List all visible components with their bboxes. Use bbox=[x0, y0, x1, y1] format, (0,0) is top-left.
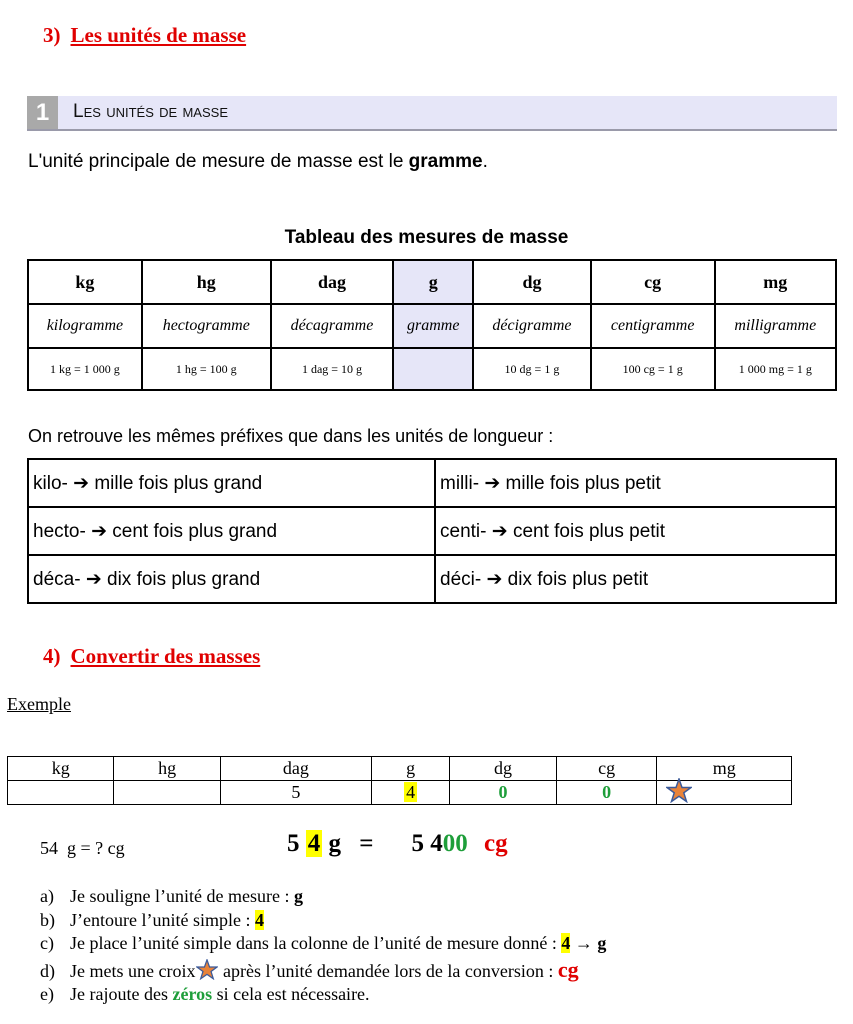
equivalence-cell: 1 000 mg = 1 g bbox=[715, 348, 836, 390]
arrow-icon: → bbox=[574, 933, 593, 953]
step-letter: d) bbox=[40, 960, 55, 981]
name-cell: kilogramme bbox=[28, 304, 142, 348]
conversion-header-cell: dg bbox=[450, 757, 556, 781]
mass-table bbox=[27, 259, 837, 391]
step-unit-red: cg bbox=[557, 956, 579, 982]
example-equation bbox=[287, 830, 508, 858]
equivalences-row bbox=[28, 348, 836, 390]
prefix-cell-left bbox=[28, 555, 435, 603]
conversion-value-cell: 5 bbox=[220, 781, 371, 805]
equation-result-unit: cg bbox=[484, 830, 508, 857]
unit-cell: mg bbox=[715, 260, 836, 304]
unit-cell: dg bbox=[473, 260, 591, 304]
section-title-text: Les unités de masse bbox=[70, 23, 247, 47]
equivalence-cell: 10 dg = 1 g bbox=[473, 348, 591, 390]
equation-result-zeros: 00 bbox=[442, 830, 468, 857]
arrow-icon: ➔ bbox=[73, 472, 90, 494]
step-letter: c) bbox=[40, 933, 54, 953]
step-item bbox=[40, 909, 606, 933]
equation-digit: 5 bbox=[287, 830, 300, 857]
section-title-text: Convertir des masses bbox=[70, 644, 261, 668]
conversion-value-cell bbox=[8, 781, 114, 805]
unit-cell: kg bbox=[28, 260, 142, 304]
name-cell: décigramme bbox=[473, 304, 591, 348]
step-letter: b) bbox=[40, 909, 55, 930]
name-cell: milligramme bbox=[715, 304, 836, 348]
arrow-icon: ➔ bbox=[85, 568, 102, 590]
star-icon bbox=[666, 778, 692, 803]
prefix-cell-right bbox=[435, 507, 836, 555]
prefix-cell-right bbox=[435, 459, 836, 507]
conversion-value-cell-highlighted bbox=[371, 781, 449, 805]
step-text: Je place l’unité simple dans la colonne de l’unité de mesure donné : bbox=[70, 933, 562, 953]
step-text: Je rajoute des bbox=[70, 983, 173, 1004]
equation-unit-underlined: g bbox=[328, 830, 341, 857]
prefixes-intro: On retrouve les mêmes préfixes que dans les unités de longueur : bbox=[28, 426, 554, 446]
step-green-word: zéros bbox=[172, 983, 213, 1004]
equation-highlighted-digit: 4 bbox=[307, 830, 321, 857]
prefix-meaning: cent fois plus petit bbox=[512, 520, 666, 542]
prefix-label: milli- bbox=[440, 472, 480, 494]
prefix-cell-left bbox=[28, 507, 435, 555]
conversion-header-row bbox=[8, 757, 792, 781]
steps-list bbox=[40, 885, 606, 1006]
intro-sentence bbox=[28, 151, 488, 173]
conversion-header-cell: cg bbox=[556, 757, 657, 781]
prefix-cell-left bbox=[28, 459, 435, 507]
arrow-icon: ➔ bbox=[491, 520, 508, 542]
section-number: 4) bbox=[43, 644, 61, 668]
unit-cell: hg bbox=[142, 260, 271, 304]
step-letter: a) bbox=[40, 886, 54, 906]
conversion-header-cell: kg bbox=[8, 757, 114, 781]
equivalence-cell: 1 hg = 100 g bbox=[142, 348, 271, 390]
name-cell: décagramme bbox=[271, 304, 394, 348]
star-icon bbox=[196, 959, 218, 980]
equation-result-digits: 5 4 bbox=[411, 830, 443, 857]
prefix-row bbox=[28, 459, 836, 507]
conversion-header-cell: g bbox=[371, 757, 449, 781]
step-highlighted-digit: 4 bbox=[561, 933, 571, 953]
prefix-meaning: dix fois plus grand bbox=[107, 568, 261, 590]
prefix-label: déca- bbox=[33, 568, 81, 590]
arrow-icon: ➔ bbox=[91, 520, 108, 542]
section-3-title bbox=[43, 23, 246, 48]
prefix-label: déci- bbox=[440, 568, 482, 590]
equation-equals: = bbox=[359, 830, 374, 857]
unit-cell-highlighted: g bbox=[393, 260, 473, 304]
conversion-value-cell bbox=[114, 781, 220, 805]
prefixes-table bbox=[27, 458, 837, 604]
example-question: 54 g = ? cg bbox=[40, 838, 125, 858]
step-item bbox=[40, 983, 606, 1007]
conversion-header-cell: dag bbox=[220, 757, 371, 781]
prefix-meaning: mille fois plus grand bbox=[94, 472, 263, 494]
step-text: si cela est nécessaire. bbox=[212, 983, 370, 1004]
step-unit-underlined: g bbox=[597, 933, 607, 953]
example-label: Exemple bbox=[7, 694, 71, 714]
chapter-banner bbox=[27, 96, 837, 131]
step-text: Je mets une croix bbox=[70, 960, 196, 981]
units-row bbox=[28, 260, 836, 304]
step-item bbox=[40, 956, 606, 983]
intro-end: . bbox=[482, 151, 488, 172]
conversion-header-cell: hg bbox=[114, 757, 220, 781]
section-4-title bbox=[43, 644, 260, 669]
prefix-label: hecto- bbox=[33, 520, 86, 542]
name-cell: hectogramme bbox=[142, 304, 271, 348]
intro-text: L'unité principale de mesure de masse est le bbox=[28, 151, 409, 172]
section-number: 3) bbox=[43, 23, 61, 47]
mass-table-caption: Tableau des mesures de masse bbox=[284, 227, 569, 248]
step-highlighted-digit: 4 bbox=[254, 909, 264, 930]
conversion-value-cell-zero: 0 bbox=[450, 781, 556, 805]
step-letter: e) bbox=[40, 983, 54, 1004]
equivalence-cell: 1 dag = 10 g bbox=[271, 348, 394, 390]
step-item bbox=[40, 932, 606, 956]
prefix-cell-right bbox=[435, 555, 836, 603]
prefix-row bbox=[28, 555, 836, 603]
highlighted-digit: 4 bbox=[406, 782, 416, 802]
prefix-label: kilo- bbox=[33, 472, 68, 494]
prefix-row bbox=[28, 507, 836, 555]
name-cell-highlighted: gramme bbox=[393, 304, 473, 348]
step-item bbox=[40, 885, 606, 909]
arrow-icon: ➔ bbox=[486, 568, 503, 590]
prefix-label: centi- bbox=[440, 520, 487, 542]
equivalence-cell: 1 kg = 1 000 g bbox=[28, 348, 142, 390]
arrow-icon: ➔ bbox=[484, 472, 501, 494]
step-unit-underlined: g bbox=[293, 886, 303, 906]
name-cell: centigramme bbox=[591, 304, 715, 348]
unit-cell: dag bbox=[271, 260, 394, 304]
prefix-meaning: mille fois plus petit bbox=[505, 472, 661, 494]
names-row bbox=[28, 304, 836, 348]
banner-number: 1 bbox=[27, 96, 58, 129]
banner-text: Les unités de masse bbox=[73, 101, 228, 122]
unit-cell: cg bbox=[591, 260, 715, 304]
prefix-meaning: cent fois plus grand bbox=[112, 520, 278, 542]
intro-bold: gramme bbox=[408, 151, 483, 172]
step-text: Je souligne l’unité de mesure : bbox=[70, 886, 294, 906]
step-text: J’entoure l’unité simple : bbox=[70, 909, 255, 930]
prefix-meaning: dix fois plus petit bbox=[507, 568, 649, 590]
step-text: après l’unité demandée lors de la conversion : bbox=[218, 960, 558, 981]
equivalence-cell-highlighted bbox=[393, 348, 473, 390]
conversion-value-cell-zero: 0 bbox=[556, 781, 657, 805]
conversion-header-cell: mg bbox=[657, 757, 792, 781]
equivalence-cell: 100 cg = 1 g bbox=[591, 348, 715, 390]
